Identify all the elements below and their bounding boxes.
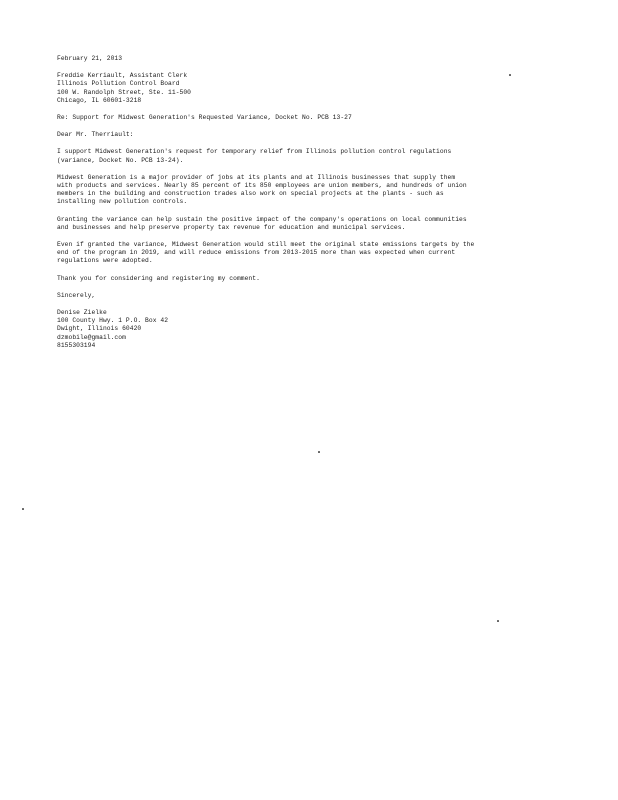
paragraph-line: with products and services. Nearly 85 percent of its 850 employees are union members, and hundreds of union xyxy=(57,182,467,190)
recipient-name-line: Freddie Kerriault, Assistant Clerk xyxy=(57,72,188,80)
body-paragraph-1 xyxy=(57,148,562,164)
paragraph-line: end of the program in 2019, and will reduce emissions from 2013-2015 more than was expected when current xyxy=(57,249,456,257)
signer-city: Dwight, Illinois 60420 xyxy=(57,325,142,333)
signer-name: Denise Zielke xyxy=(57,309,107,317)
recipient-city-line: Chicago, IL 60601-3218 xyxy=(57,96,142,104)
paragraph-line: (variance, Docket No. PCB 13-24). xyxy=(57,156,184,164)
signer-street: 100 County Hwy. 1 P.O. Box 42 xyxy=(57,317,169,325)
recipient-street-line: 100 W. Randolph Street, Ste. 11-500 xyxy=(57,88,192,96)
signer-phone: 8155303194 xyxy=(57,341,96,349)
signer-email: dzmobile@gmail.com xyxy=(57,333,126,341)
scan-speck xyxy=(509,74,511,76)
paragraph-line: regulations were adopted. xyxy=(57,257,153,265)
body-paragraph-3 xyxy=(57,216,562,232)
paragraph-line: installing new pollution controls. xyxy=(57,198,188,206)
paragraph-line: members in the building and construction trades also work on special projects at the plants - such as xyxy=(57,190,444,198)
closing: Sincerely, xyxy=(57,291,96,299)
body-paragraph-2 xyxy=(57,174,562,207)
salutation: Dear Mr. Therriault: xyxy=(57,131,134,139)
recipient-org-line: Illinois Pollution Control Board xyxy=(57,80,180,88)
paragraph-line: Even if granted the variance, Midwest Generation would still meet the original state emissions targets by the xyxy=(57,241,475,249)
scan-speck xyxy=(318,451,320,453)
letter-date: February 21, 2013 xyxy=(57,55,123,62)
paragraph-line: I support Midwest Generation's request for temporary relief from Illinois pollution control regulations xyxy=(57,148,452,156)
scan-speck xyxy=(497,620,499,622)
recipient-address xyxy=(57,72,562,105)
body-paragraph-4 xyxy=(57,241,562,266)
subject-line: Re: Support for Midwest Generation's Requested Variance, Docket No. PCB 13-27 xyxy=(57,114,352,122)
paragraph-line: and businesses and help preserve property tax revenue for education and municipal services. xyxy=(57,223,406,231)
body-paragraph-5 xyxy=(57,275,562,283)
paragraph-line: Midwest Generation is a major provider of jobs at its plants and at Illinois businesses that supply them xyxy=(57,173,456,181)
paragraph-line: Thank you for considering and registering my comment. xyxy=(57,274,260,282)
letter-body xyxy=(57,55,562,350)
scan-speck xyxy=(22,508,24,510)
signature-block xyxy=(57,309,562,350)
paragraph-line: Granting the variance can help sustain the positive impact of the company's operations on local communities xyxy=(57,215,467,223)
